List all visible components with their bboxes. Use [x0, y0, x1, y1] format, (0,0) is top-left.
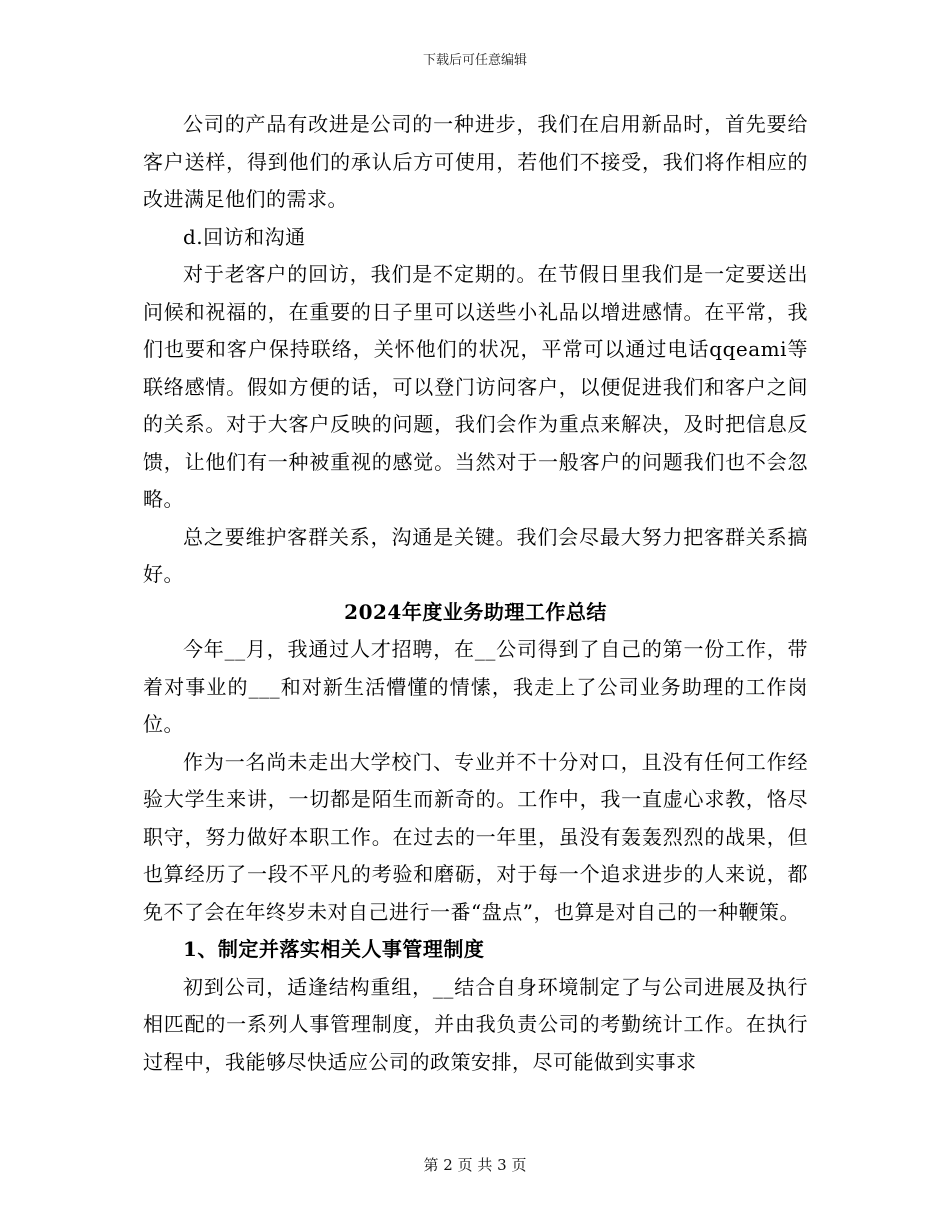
document-body — [143, 106, 808, 1081]
page-footer: 第 2 页 共 3 页 — [423, 1156, 527, 1174]
paragraph-hr-system: 初到公司，适逢结构重组，__结合自身环境制定了与公司进展及执行相匹配的一系列人事管理制度，并由我负责公司的考勤统计工作。在执行过程中，我能够尽快适应公司的政策安排，尽可能做到实事求 — [143, 974, 808, 1074]
document-title: 2024年度业务助理工作总结 — [344, 599, 607, 624]
paragraph-customer-visit: 对于老客户的回访，我们是不定期的。在节假日里我们是一定要送出问候和祝福的，在重要的日子里可以送些小礼品以增进感情。在平常，我们也要和客户保持联络，关怀他们的状况，平常可以通过电话qqeami等联络感情。假如方便的话，可以登门访问客户，以便促进我们和客户之间的关系。对于大客户反映的问题，我们会作为重点来解决，及时把信息反馈，让他们有一种被重视的感觉。当然对于一般客户的问题我们也不会忽略。 — [143, 262, 808, 511]
page-header: 下载后可任意编辑 — [422, 53, 527, 68]
section-heading-1: 1、制定并落实相关人事管理制度 — [183, 937, 485, 961]
subsection-d-heading: d.回访和沟通 — [183, 224, 306, 249]
paragraph-intro: 今年__月，我通过人才招聘，在__公司得到了自己的第一份工作，带着对事业的___和对新生活懵懂的情愫，我走上了公司业务助理的工作岗位。 — [143, 637, 808, 736]
paragraph-product-improvement: 公司的产品有改进是公司的一种进步，我们在启用新品时，首先要给客户送样，得到他们的承认后方可使用，若他们不接受，我们将作相应的改进满足他们的需求。 — [143, 112, 808, 211]
paragraph-experience: 作为一名尚未走出大学校门、专业并不十分对口，且没有任何工作经验大学生来讲，一切都是陌生而新奇的。工作中，我一直虚心求教，恪尽职守，努力做好本职工作。在过去的一年里，虽没有轰轰烈烈的战果，但也算经历了一段不平凡的考验和磨砺，对于每一个追求进步的人来说，都免不了会在年终岁未对自己进行一番“盘点”，也算是对自己的一种鞭策。 — [143, 749, 808, 924]
paragraph-summary: 总之要维护客群关系，沟通是关键。我们会尽最大努力把客群关系搞好。 — [143, 524, 808, 586]
